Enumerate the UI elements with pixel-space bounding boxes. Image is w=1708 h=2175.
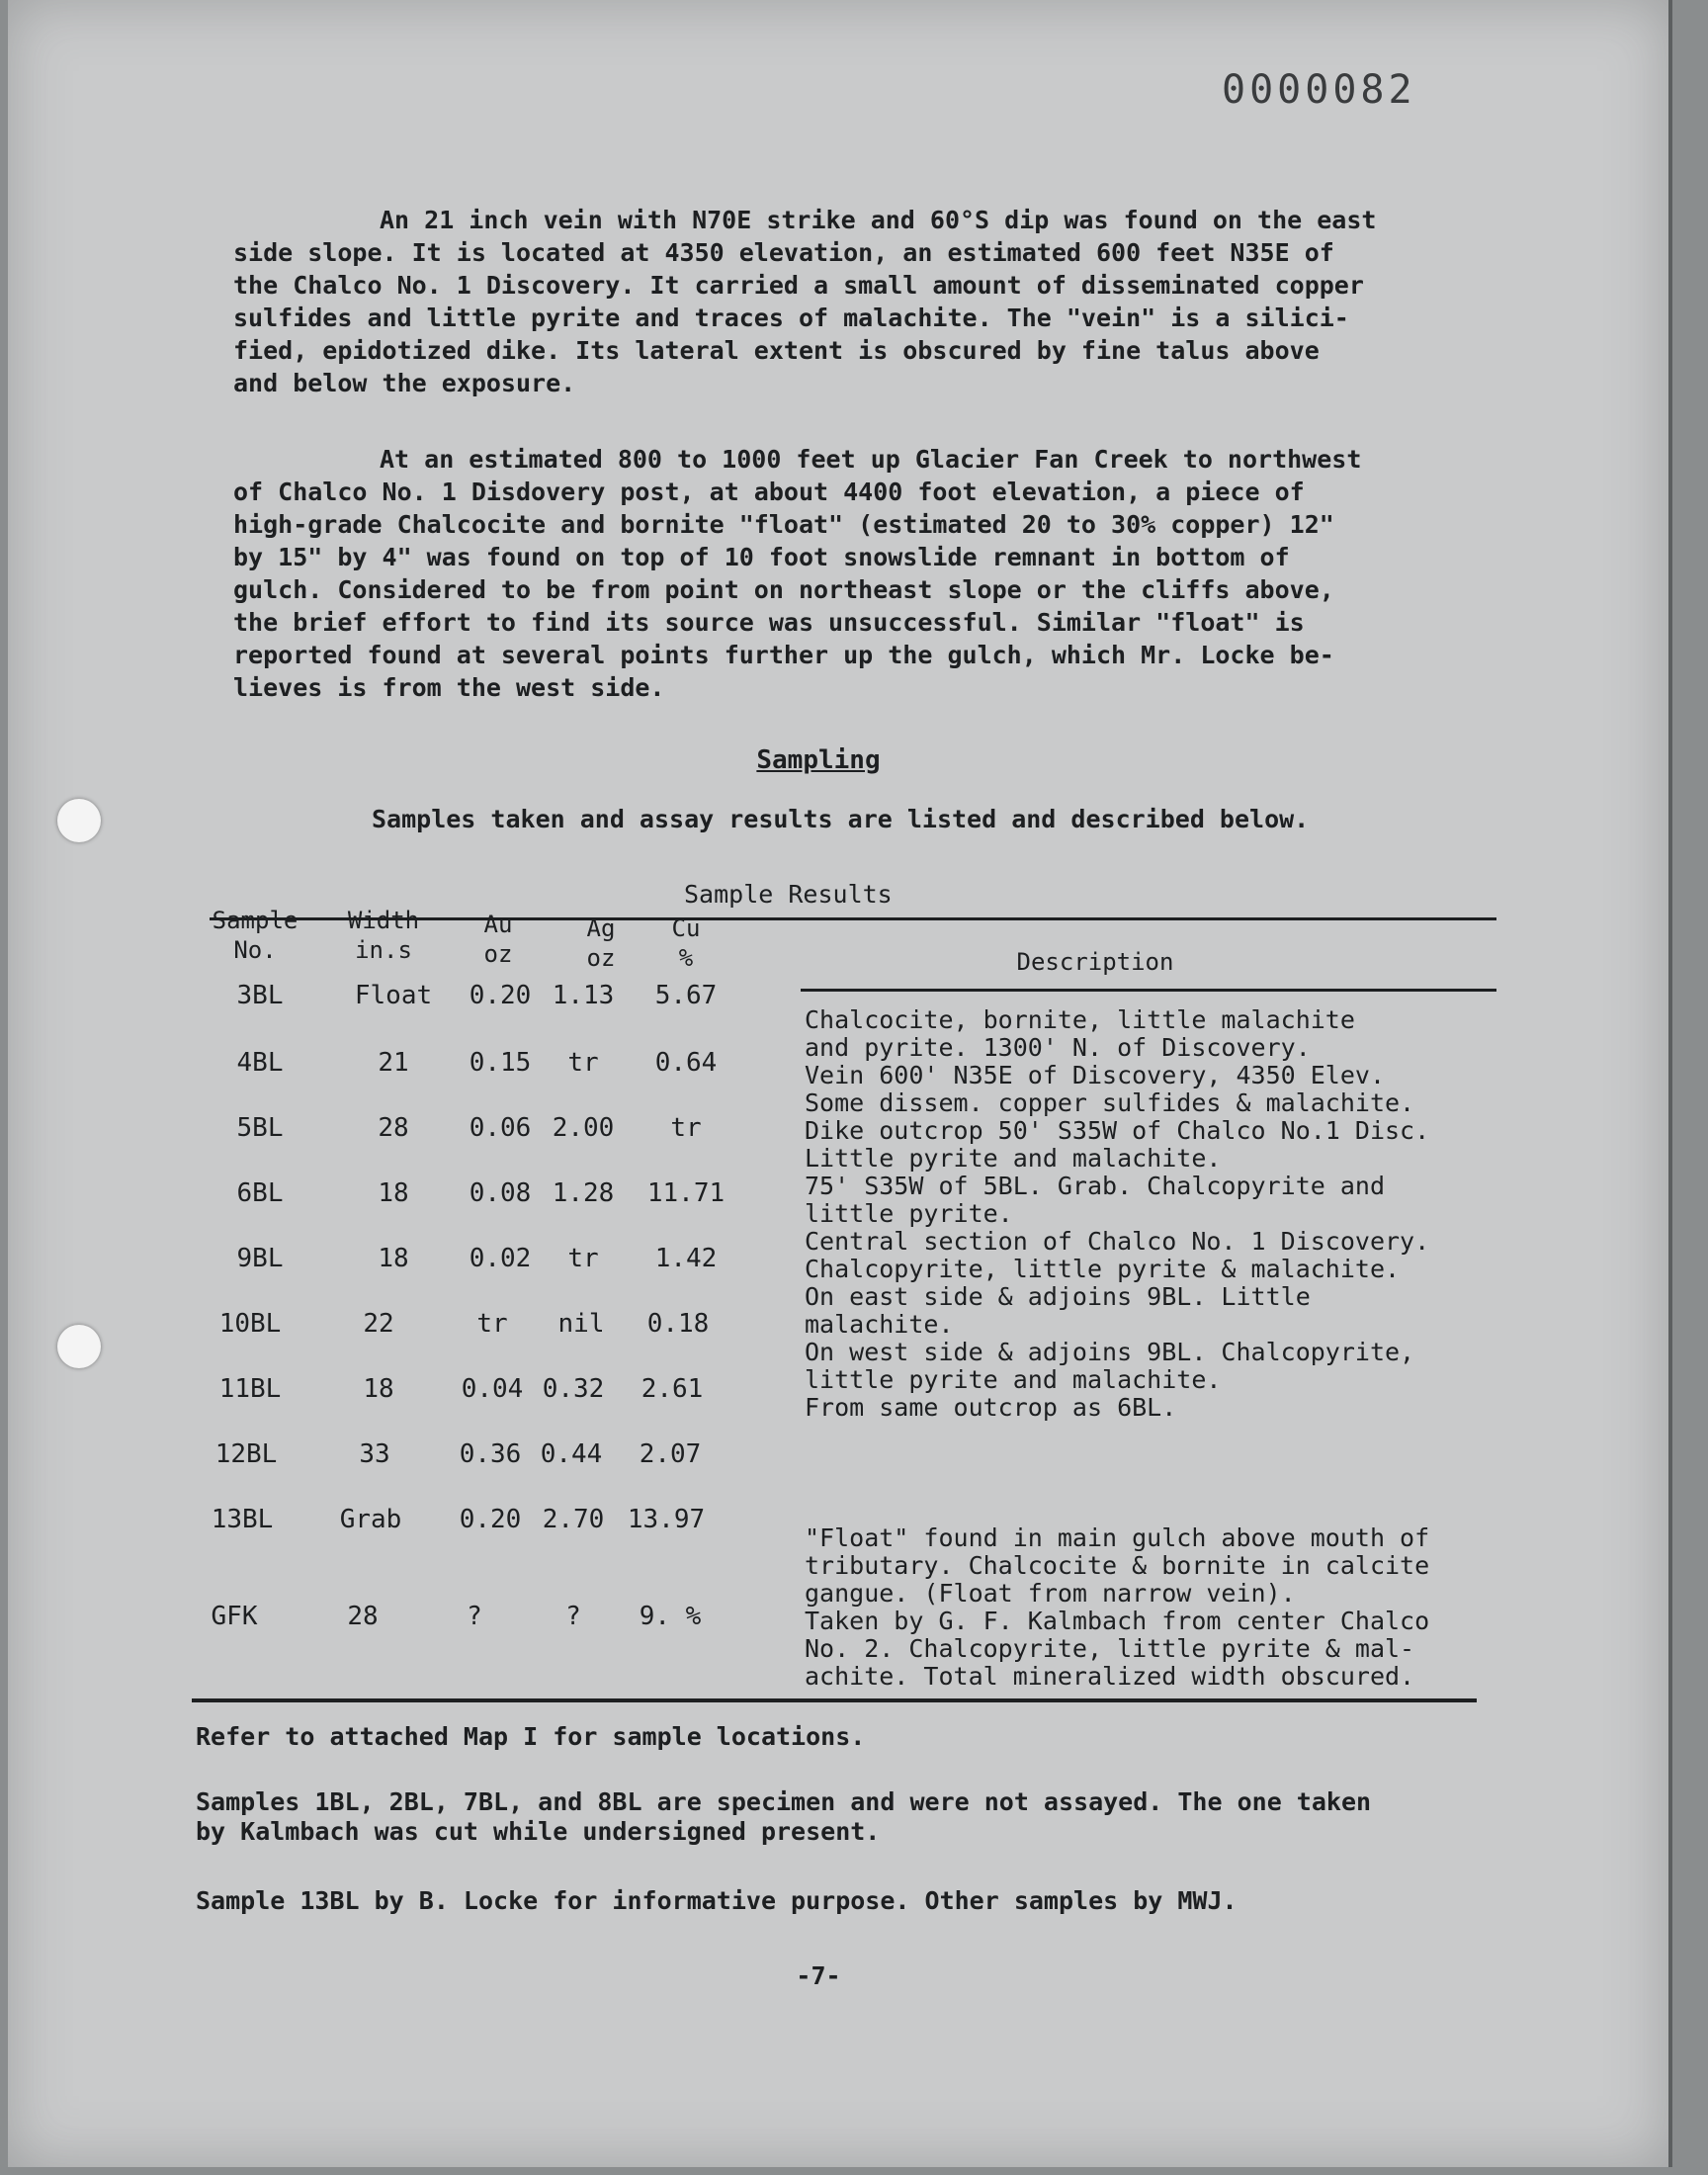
cell-ag: 1.28 bbox=[552, 1178, 615, 1208]
cell-width: 18 bbox=[363, 1374, 394, 1404]
cell-width: 33 bbox=[359, 1439, 390, 1469]
cell-sample: 9BL bbox=[236, 1244, 284, 1273]
cell-sample: 12BL bbox=[214, 1439, 278, 1469]
cell-cu: tr bbox=[670, 1113, 702, 1143]
cell-sample: 13BL bbox=[211, 1505, 274, 1534]
punch-hole-upper bbox=[57, 799, 101, 842]
header-width: Width in.s bbox=[347, 907, 420, 964]
sampling-intro: Samples taken and assay results are listed and described below. bbox=[372, 805, 1310, 833]
document-number: 0000082 bbox=[1222, 67, 1416, 113]
description-block-lower: "Float" found in main gulch above mouth of tributary. Chalcocite & bornite in calcite gangue. (Float from narrow vein). Taken by G. F. Kalmbach from center Chalco No. 2. Chalcopyrite, little pyrite & mal- achite. Total mineralized width obscured. bbox=[805, 1523, 1430, 1691]
table-row bbox=[8, 1439, 1629, 1479]
note-specimens: Samples 1BL, 2BL, 7BL, and 8BL are specimen and were not assayed. The one taken by Kalmbach was cut while undersigned present. bbox=[196, 1787, 1372, 1846]
cell-au: 0.20 bbox=[459, 1505, 522, 1534]
cell-ag: ? bbox=[565, 1602, 581, 1631]
cell-au: 0.04 bbox=[461, 1374, 524, 1404]
document-page bbox=[8, 0, 1672, 2167]
header-sample-no: Sample No. bbox=[212, 907, 299, 964]
cell-sample: 11BL bbox=[218, 1374, 282, 1404]
header-cu: Cu % bbox=[671, 914, 701, 972]
note-sample-authors: Sample 13BL by B. Locke for informative purpose. Other samples by MWJ. bbox=[196, 1886, 1238, 1915]
header-ag: Ag oz bbox=[586, 914, 616, 972]
description-block-upper: Chalcocite, bornite, little malachite and pyrite. 1300' N. of Discovery. Vein 600' N35E of Discovery, 4350 Elev. Some dissem. copper sulfides & malachite. Dike outcrop 50' S35W of Chalco No.1 Disc. Little pyrite and malachite. 75' S35W of 5BL. Grab. Chalcopyrite and little pyrite. Central section of Chalco No. 1 Discovery. Chalcopyrite, little pyrite & malachite. On east side & adjoins 9BL. Little malachite. On west side & adjoins 9BL. Chalcopyrite, little pyrite and malachite. From same outcrop as 6BL. bbox=[805, 1005, 1430, 1422]
paragraph-float-text: At an estimated 800 to 1000 feet up Glacier Fan Creek to northwest of Chalco No. 1 Disdovery post, at about 4400 foot elevation, a piece of high-grade Chalcocite and bornite "float" (estimated 20 to 30% copper) 12" by 15" by 4" was found on top of 10 foot snowslide remnant in bottom of gulch. Considered to be from point on northeast slope or the cliffs above, the brief effort to find its source was unsuccessful. Similar "float" is reported found at several points further up the gulch, which Mr. Locke be- lieves is from the west side. bbox=[233, 445, 1362, 702]
cell-width: 21 bbox=[378, 1048, 409, 1078]
table-bottom-rule bbox=[192, 1698, 1477, 1702]
cell-cu: 11.71 bbox=[646, 1178, 726, 1208]
paragraph-float bbox=[233, 443, 1508, 704]
cell-width: 18 bbox=[378, 1244, 409, 1273]
cell-width: 18 bbox=[378, 1178, 409, 1208]
cell-sample: 3BL bbox=[236, 981, 284, 1010]
cell-ag: tr bbox=[567, 1048, 599, 1078]
cell-sample: GFK bbox=[211, 1602, 258, 1631]
cell-au: 0.02 bbox=[469, 1244, 532, 1273]
cell-cu: 9. % bbox=[639, 1602, 702, 1631]
cell-ag: 1.13 bbox=[552, 981, 615, 1010]
cell-ag: nil bbox=[557, 1309, 605, 1339]
note-map-reference: Refer to attached Map I for sample locations. bbox=[196, 1722, 866, 1751]
cell-width: 28 bbox=[378, 1113, 409, 1143]
cell-ag: 2.00 bbox=[552, 1113, 615, 1143]
cell-sample: 10BL bbox=[218, 1309, 282, 1339]
cell-width: Float bbox=[354, 981, 433, 1010]
cell-cu: 2.61 bbox=[640, 1374, 704, 1404]
cell-width: 28 bbox=[347, 1602, 379, 1631]
cell-au: 0.20 bbox=[469, 981, 532, 1010]
section-heading: Sampling bbox=[756, 745, 881, 775]
cell-ag: 0.32 bbox=[542, 1374, 605, 1404]
cell-cu: 5.67 bbox=[654, 981, 718, 1010]
cell-ag: 2.70 bbox=[542, 1505, 605, 1534]
cell-au: ? bbox=[467, 1602, 482, 1631]
cell-au: 0.15 bbox=[469, 1048, 532, 1078]
page-number: -7- bbox=[796, 1961, 841, 1990]
table-caption: Sample Results bbox=[684, 880, 893, 909]
header-description: Description bbox=[1016, 948, 1174, 976]
cell-cu: 1.42 bbox=[654, 1244, 718, 1273]
cell-cu: 2.07 bbox=[639, 1439, 702, 1469]
paragraph-vein bbox=[233, 204, 1508, 399]
cell-sample: 4BL bbox=[236, 1048, 284, 1078]
cell-cu: 13.97 bbox=[627, 1505, 706, 1534]
cell-au: 0.08 bbox=[469, 1178, 532, 1208]
cell-cu: 0.64 bbox=[654, 1048, 718, 1078]
cell-au: tr bbox=[476, 1309, 508, 1339]
cell-ag: 0.44 bbox=[540, 1439, 603, 1469]
cell-ag: tr bbox=[567, 1244, 599, 1273]
header-au: Au oz bbox=[483, 911, 513, 968]
cell-au: 0.36 bbox=[459, 1439, 522, 1469]
cell-width: 22 bbox=[363, 1309, 394, 1339]
cell-cu: 0.18 bbox=[646, 1309, 710, 1339]
cell-sample: 6BL bbox=[236, 1178, 284, 1208]
cell-sample: 5BL bbox=[236, 1113, 284, 1143]
paragraph-vein-text: An 21 inch vein with N70E strike and 60°S dip was found on the east side slope. It is located at 4350 elevation, an estimated 600 feet N35E of the Chalco No. 1 Discovery. It carried a small amount of disseminated copper sulfides and little pyrite and traces of malachite. The "vein" is a silici- fied, epidotized dike. Its lateral extent is obscured by fine talus above and below the exposure. bbox=[233, 206, 1377, 397]
cell-au: 0.06 bbox=[469, 1113, 532, 1143]
cell-width: Grab bbox=[339, 1505, 402, 1534]
